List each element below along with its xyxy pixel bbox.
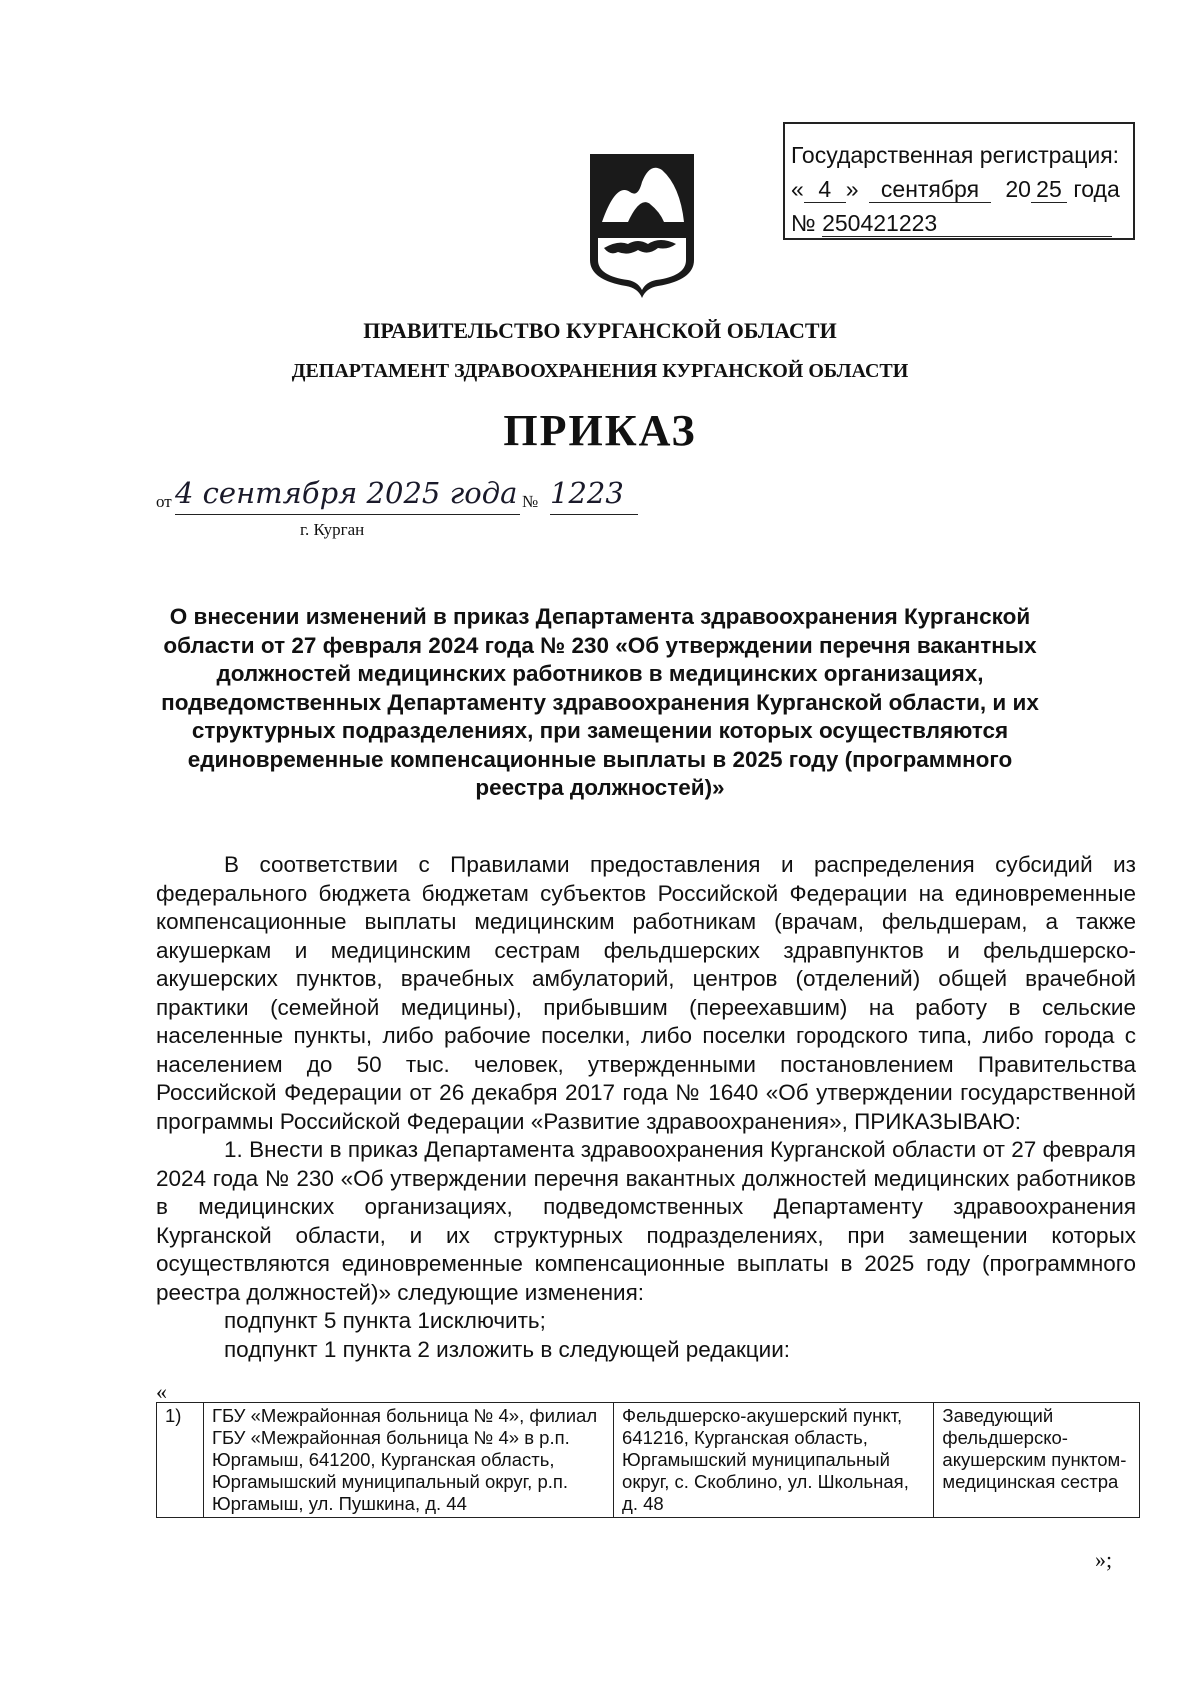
table-cell-unit: Фельдшерско-акушерский пункт, 641216, Курганская область, Юргамышский муниципальный округ, с. Скоблино, ул. Школьная, д. 48 (614, 1403, 934, 1518)
department-name: ДЕПАРТАМЕНТ ЗДРАВООХРАНЕНИЯ КУРГАНСКОЙ ОБЛАСТИ (291, 360, 909, 382)
registration-year-word: года (1073, 176, 1120, 202)
registration-month: сентября (869, 176, 991, 203)
body-paragraph-subitem-restate: подпункт 1 пункта 2 изложить в следующей редакции: (224, 1336, 791, 1362)
registration-number-line (791, 206, 1133, 240)
quote-close-mark: »; (1095, 1547, 1113, 1572)
coat-of-arms-emblem (588, 152, 696, 300)
handwritten-order-number: 1223 (550, 474, 638, 515)
positions-table (156, 1402, 1140, 1518)
body-paragraph-subitem-exclude: подпункт 5 пункта 1исключить; (224, 1308, 546, 1333)
body-paragraph-item-1: 1. Внести в приказ Департамента здравоохранения Курганской области от 27 февраля 2024 года № 230 «Об утверждении перечня вакантных должностей медицинских работников в медицинских организациях, подведомственных Департаменту здравоохранения Курганской области, и их структурных подразделениях, при замещении которых осуществляются единовременные компенсационные выплаты в 2025 году (программного реестра должностей)» следующие изменения: (156, 1137, 1136, 1305)
registration-number: 250421223 (822, 210, 1112, 237)
registration-date-line (791, 172, 1133, 206)
handwritten-date: 4 сентября 2025 года (175, 474, 520, 515)
date-prefix: от (156, 492, 172, 511)
quote-close: » (845, 176, 859, 202)
registration-day: 4 (804, 176, 846, 203)
government-name: ПРАВИТЕЛЬСТВО КУРГАНСКОЙ ОБЛАСТИ (363, 318, 837, 343)
body-paragraph-preamble: В соответствии с Правилами предоставления и распределения субсидий из федерального бюджета бюджетам субъектов Российской Федерации на единовременные компенсационные выплаты медицинским работникам (врачам, фельдшерам, а также акушеркам и медицинским сестрам фельдшерских здравпунктов и фельдшерско-акушерских пунктов, врачебных амбулаторий, центров (отделений) общей врачебной практики (семейной медицины), прибывшим (переехавшим) на работу в сельские населенные пункты, либо рабочие поселки, либо поселки городского типа, либо города с населением до 50 тыс. человек, утвержденными постановлением Правительства Российской Федерации от 26 декабря 2017 года № 1640 «Об утверждении государственной программы Российской Федерации «Развитие здравоохранения», ПРИКАЗЫВАЮ: (156, 852, 1136, 1134)
table-cell-organization: ГБУ «Межрайонная больница № 4», филиал ГБУ «Межрайонная больница № 4» в р.п. Юргамыш, 641200, Курганская область, Юргамышский муниципальный округ, р.п. Юргамыш, ул. Пушкина, д. 44 (203, 1403, 613, 1518)
document-type-title: ПРИКАЗ (503, 406, 697, 455)
quote-open-mark: « (156, 1379, 167, 1404)
registration-year-prefix: 20 (1005, 176, 1031, 202)
number-sign: № (791, 210, 816, 236)
registration-year-suffix: 25 (1031, 176, 1067, 203)
table-cell-position: Заведующий фельдшерско-акушерским пунктом-медицинская сестра (934, 1403, 1140, 1518)
quote-open: « (791, 176, 804, 202)
order-body (156, 851, 1136, 1364)
city-name: г. Курган (300, 520, 365, 539)
table-cell-number: 1) (157, 1403, 204, 1518)
registration-title: Государственная регистрация: (791, 142, 1120, 168)
number-sign: № (522, 492, 539, 511)
registration-box (783, 122, 1135, 240)
table-row (157, 1403, 1140, 1518)
order-subject: О внесении изменений в приказ Департамента здравоохранения Курганской области от 27 февраля 2024 года № 230 «Об утверждении перечня вакантных должностей медицинских работников в медицинских организациях, подведомственных Департаменту здравоохранения Курганской области, и их структурных подразделениях, при замещении которых осуществляются единовременные компенсационные выплаты в 2025 году (программного реестра должностей)» (161, 604, 1039, 800)
